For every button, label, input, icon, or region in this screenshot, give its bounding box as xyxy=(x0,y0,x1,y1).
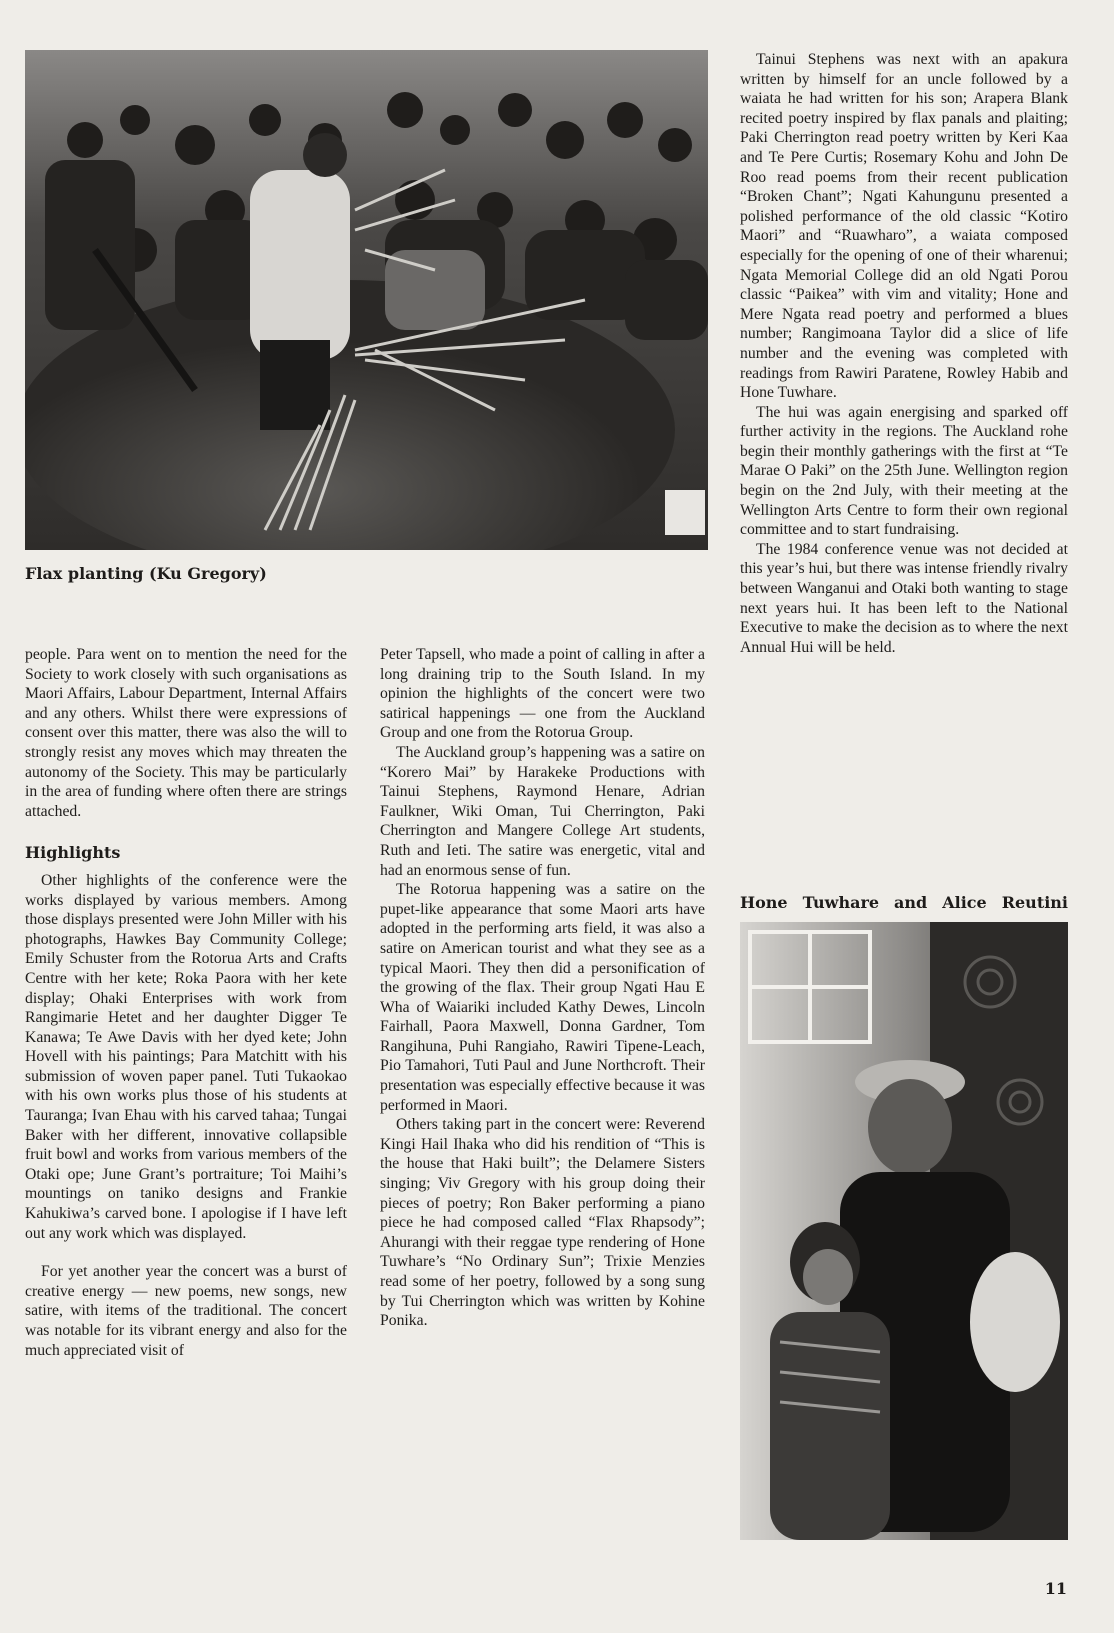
column-1-paragraph-2: Other highlights of the conference were the works displayed by various members. Among those displays presented were John Miller with his photographs, Hawkes Bay Community College; Emily Schuster from the Rotorua Arts and Crafts Centre with her kete; Roka Paora with her kete display; Ohaki Enterprises with work from Rangimarie Hetet and her daughter Digger Te Kanawa; Te Awe Davis with her dyed kete; John Hovell with his paintings; Para Matchitt with his submission of woven paper panel. Tuti Tukaokao with his own works plus those of his students at Tauranga; Ivan Ehau with his carved tahaa; Tungai Baker with her different, innovative collapsible fruit bowl and works from various members of the Otaki ope; June Grant’s portraiture; Toi Maihi’s mountings on taniko designs and Frankie Kahukiwa’s carved bone. I apologise if I have left out any work which was displayed. xyxy=(25,871,347,1242)
column-3-paragraph-3: The 1984 conference venue was not decided at this year’s hui, but there was intense friendly rivalry between Wanganui and Otaki both wanting to stage next years hui. It has been left to the National Executive to make the decision as to where the next Annual Hui will be held. xyxy=(740,540,1068,656)
column-2-paragraph-4: Others taking part in the concert were: Reverend Kingi Hail Ihaka who did his rendition of “This is the house that Haki built”; the Delamere Sisters singing; Viv Gregory with his group doing their pieces of poetry; Ron Baker performing a piano piece he had composed called “Flax Rhapsody”; Ahurangi with their reggae type rendering of Hone Tuwhare’s “No Ordinary Sun”; Trixie Menzies read some of her poetry, followed by a song sung by Tui Cherrington which was written by Kohine Ponika. xyxy=(380,1116,705,1330)
column-1-paragraph-3: For yet another year the concert was a burst of creative energy — new poems, new songs, new satire, with items of the traditional. The concert was notable for its vibrant energy and also for the much appreciated visit of xyxy=(25,1263,347,1359)
column-1 xyxy=(25,645,347,1360)
column-2-paragraph-3: The Rotorua happening was a satire on the pupet-like appearance that some Maori arts have adopted in the performing arts field, it was also a satire on American tourist and what they see as a typical Maori. They then did a personification of the growing of the flax. Their group Ngati Hau E Wha of Waiariki included Kathy Dewes, Lincoln Fairhall, Paora Maxwell, Donna Gardner, Tom Rangihuna, Puhi Rangiaho, Rawiri Tipene-Leach, Pio Tamahori, Tuti Paul and June Northcroft. Their presentation was especially effective because it was performed in Maori. xyxy=(380,881,705,1114)
column-3 xyxy=(740,50,1068,657)
bottom-photo-caption: Hone Tuwhare and Alice Reutini xyxy=(740,893,1068,912)
page-number: 11 xyxy=(1044,1579,1067,1598)
column-3-paragraph-2: The hui was again energising and sparked off further activity in the regions. The Auckland rohe begin their monthly gatherings with the first at “Te Marae O Paki” on the 25th June. Wellington region begin on the 2nd July, with their meeting at the Wellington Arts Centre to form their own regional committee and to start fundraising. xyxy=(740,403,1068,539)
highlights-heading: Highlights xyxy=(25,843,121,863)
column-1-paragraph-1: people. Para went on to mention the need for the Society to work closely with such organisations as Maori Affairs, Labour Department, Internal Affairs and any others. Whilst there were expressions of consent over this matter, there was also the will to strongly resist any moves which may threaten the autonomy of the Society. This may be particularly in the area of funding where often there are strings attached. xyxy=(25,646,347,820)
column-2 xyxy=(380,645,705,1331)
flax-planting-photo xyxy=(25,50,708,550)
column-2-paragraph-2: The Auckland group’s happening was a satire on “Korero Mai” by Harakeke Productions with Tainui Stephens, Raymond Henare, Adrian Faulkner, Wiki Oman, Tui Cherrington, Paki Cherrington and Mangere College Art students, Ruth and Ieti. The satire was energetic, vital and had an enormous sense of fun. xyxy=(380,743,705,879)
column-2-paragraph-1: Peter Tapsell, who made a point of calling in after a long draining trip to the South Island. In my opinion the highlights of the concert were two satirical happenings — one from the Auckland Group and one from the Rotorua Group. xyxy=(380,646,705,742)
top-photo-caption: Flax planting (Ku Gregory) xyxy=(25,564,267,583)
column-3-paragraph-1: Tainui Stephens was next with an apakura written by himself for an uncle followed by a waiata he had written for his son; Arapera Blank recited poetry inspired by flax panals and plaiting; Paki Cherrington read poetry written by Keri Kaa and Te Pere Curtis; Rosemary Kohu and John De Roo read poems from their recent publication “Broken Chant”; Ngati Kahungunu presented a polished performance of the old classic “Kotiro Maori” and “Ruawharo”, a waiata composed especially for the opening of one of their wharenui; Ngata Memorial College did an old Ngati Porou classic “Paikea” with vim and vitality; Hone and Mere Ngata read poetry and performed a blues number; Rangimoana Taylor did a slice of life number and the evening was completed with readings from Rawiri Paratene, Rowley Habib and Hone Tuwhare. xyxy=(740,51,1068,402)
hone-tuwhare-alice-reutini-photo xyxy=(740,922,1068,1540)
